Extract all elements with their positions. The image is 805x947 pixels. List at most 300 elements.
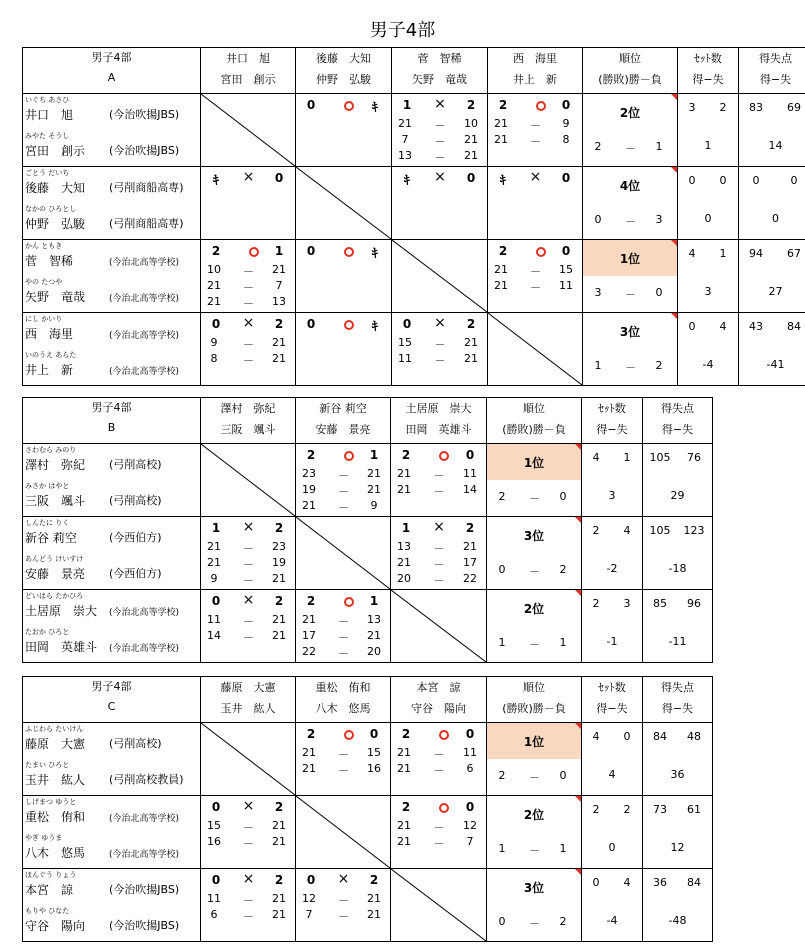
points-against: 84 (787, 320, 801, 333)
sets-for: 2 (592, 597, 600, 610)
column-pair-header (488, 48, 583, 94)
game-score (391, 762, 486, 778)
match-cell (488, 167, 583, 240)
game-points-for: 15 (207, 819, 221, 832)
match-cell (201, 313, 296, 386)
rank-header (583, 48, 678, 94)
game-points-against: 15 (367, 746, 381, 759)
sets-diff: -4 (702, 358, 714, 371)
match-summary (296, 317, 391, 335)
sets-diff: 0 (704, 212, 712, 225)
match-score (488, 94, 582, 166)
sets-lost: 0 (465, 727, 475, 741)
win-loss-dash: － (625, 288, 636, 301)
sets-won: ｷ (212, 173, 219, 187)
points-diff: 27 (768, 285, 783, 298)
sets-lost: 2 (274, 317, 284, 331)
game-points-against: 21 (463, 540, 477, 553)
points-cell (739, 313, 805, 386)
sets-against: 1 (719, 247, 727, 260)
points-diff: 14 (768, 139, 783, 152)
sets-lost: 2 (466, 98, 476, 112)
win-loss (583, 213, 677, 229)
column-player-1: 新谷 莉空 (319, 402, 367, 415)
self-match-cell (391, 590, 487, 663)
loss-mark: × (529, 169, 542, 185)
game-points-against: 21 (464, 133, 478, 146)
match-score (392, 167, 487, 239)
player-pair-cell (23, 167, 201, 240)
game-points-for: 11 (207, 892, 221, 905)
game-dash: － (530, 281, 541, 294)
player-team: (今治北高等学校) (109, 258, 180, 268)
player-pair-cell (23, 313, 201, 386)
match-cell (296, 313, 392, 386)
points-diff: 0 (772, 212, 779, 225)
match-summary (201, 171, 295, 189)
points-against: 0 (790, 174, 798, 187)
game-dash: － (434, 119, 446, 132)
sets-cell (678, 240, 739, 313)
player-team: (弓削商船高専) (109, 217, 184, 230)
game-points-against: 17 (463, 556, 477, 569)
sets-header (582, 398, 643, 444)
losses: 0 (559, 769, 567, 782)
match-score (392, 94, 487, 166)
player-name: 本宮 諒 (25, 883, 74, 897)
game-score (201, 352, 295, 368)
game-score (391, 540, 486, 556)
player-name: 三阪 颯斗 (25, 494, 86, 508)
player-entry (23, 480, 200, 516)
game-dash: － (530, 265, 541, 278)
match-score (296, 313, 391, 385)
player-team: (今治北高等学校) (109, 608, 180, 618)
group-title: 男子4部 (91, 401, 132, 414)
game-dash: － (243, 910, 254, 923)
match-score (201, 590, 295, 662)
comment-marker-icon (575, 796, 581, 802)
header-row (23, 48, 805, 94)
rank-box (583, 240, 677, 312)
player-entry (23, 203, 200, 239)
match-score (201, 796, 295, 868)
win-loss (487, 842, 581, 858)
sets-header-sublabel: 得−失 (692, 73, 724, 86)
comment-marker-icon (671, 240, 677, 246)
column-pair-header (296, 398, 391, 444)
game-points-against: 11 (463, 467, 477, 480)
game-score (391, 556, 486, 572)
game-score (488, 279, 582, 295)
player-name: 後藤 大知 (25, 181, 86, 195)
player-kana: いぐち あさひ (25, 96, 70, 104)
win-circle-icon (344, 101, 354, 111)
column-player-2: 三阪 颯斗 (220, 423, 276, 436)
rank-header-sublabel: (勝敗)勝－負 (502, 702, 566, 715)
game-points-for: 8 (210, 352, 218, 365)
game-dash: － (338, 631, 349, 644)
game-points-against: 11 (463, 746, 477, 759)
rank-box (487, 444, 581, 516)
game-dash: － (338, 764, 349, 777)
sets-diff: 3 (704, 285, 712, 298)
player-name: 菅 智稀 (25, 254, 74, 268)
game-points-for: 21 (207, 556, 221, 569)
sets-for: 2 (592, 803, 600, 816)
group-letter: A (107, 71, 116, 84)
game-points-for: 15 (398, 336, 412, 349)
game-dash: － (338, 469, 349, 482)
game-score (392, 133, 487, 149)
player-kana: しげまつ ゆうと (25, 798, 77, 806)
losses: 1 (655, 140, 663, 153)
win-loss (487, 915, 581, 931)
sets-lost: 0 (369, 727, 379, 741)
match-cell (391, 517, 487, 590)
match-summary (488, 98, 582, 116)
points-for: 84 (653, 730, 667, 743)
rank-place: 4位 (619, 179, 641, 193)
game-points-against: 6 (466, 762, 474, 775)
player-kana: どいはら たかひろ (25, 592, 84, 600)
points-against: 96 (687, 597, 701, 610)
game-score (296, 892, 390, 908)
player-row (23, 517, 713, 590)
match-score (296, 869, 390, 941)
match-cell (201, 796, 296, 869)
sets-header-label: ｾｯﾄ数 (598, 681, 626, 694)
sets-lost: 0 (274, 171, 284, 185)
losses: 1 (559, 636, 567, 649)
game-points-for: 21 (207, 295, 221, 308)
sets-won: 2 (401, 800, 411, 814)
game-dash: － (243, 297, 254, 310)
sets-diff: 0 (608, 841, 616, 854)
sets-won: ｷ (403, 173, 410, 187)
game-points-for: 21 (302, 613, 316, 626)
player-name: 仲野 弘駿 (25, 217, 86, 231)
game-points-against: 21 (272, 613, 286, 626)
sets-for: 2 (592, 524, 600, 537)
player-pair-cell (23, 723, 201, 796)
player-pair-cell (23, 796, 201, 869)
sets-against: 1 (623, 451, 631, 464)
sets-against: 0 (623, 730, 631, 743)
losses: 0 (559, 490, 567, 503)
player-kana: しんたに りく (25, 519, 70, 527)
player-row (23, 444, 713, 517)
sets-header (582, 677, 643, 723)
player-entry (23, 626, 200, 662)
column-player-1: 西 海里 (513, 52, 557, 65)
match-summary (296, 873, 390, 891)
player-pair-cell (23, 240, 201, 313)
game-dash: － (433, 748, 445, 761)
losses: 2 (559, 563, 567, 576)
points-header (739, 48, 805, 94)
column-pair-header (296, 48, 392, 94)
game-points-for: 21 (494, 133, 508, 146)
win-circle-icon (344, 320, 354, 330)
player-kana: ふじわら たいけん (25, 725, 84, 733)
match-score (296, 444, 390, 516)
game-dash: － (243, 265, 254, 278)
rank-header (487, 398, 582, 444)
player-name: 井上 新 (25, 363, 74, 377)
sets-won: 2 (401, 727, 411, 741)
points-for: 43 (749, 320, 763, 333)
match-score (201, 517, 295, 589)
match-cell (201, 517, 296, 590)
game-points-for: 13 (397, 540, 411, 553)
points-diff: -11 (668, 635, 687, 648)
game-score (201, 556, 295, 572)
match-cell (201, 590, 296, 663)
points-cell (643, 723, 713, 796)
game-points-for: 21 (302, 762, 316, 775)
match-summary (296, 594, 390, 612)
win-loss-dash: － (625, 215, 636, 228)
self-match-cell (296, 796, 391, 869)
player-row (23, 590, 713, 663)
loss-mark: × (242, 519, 255, 535)
player-row (23, 723, 713, 796)
comment-marker-icon (575, 444, 581, 450)
points-cell (739, 240, 805, 313)
sets-diff: 4 (608, 768, 616, 781)
game-score (391, 746, 486, 762)
rank-box (487, 869, 581, 941)
player-row (23, 796, 713, 869)
points-for: 105 (649, 451, 671, 464)
self-match-cell (392, 240, 488, 313)
game-score (296, 908, 390, 924)
sets-against: 4 (623, 876, 631, 889)
points-diff: 36 (670, 768, 685, 781)
game-dash: － (338, 647, 349, 660)
win-loss (583, 286, 677, 302)
win-circle-icon (439, 730, 449, 740)
game-score (391, 467, 486, 483)
wins: 1 (498, 842, 506, 855)
match-cell (296, 869, 391, 942)
match-score (201, 167, 295, 239)
game-points-against: 22 (463, 572, 477, 585)
group-table-A (22, 47, 805, 386)
column-pair-header (296, 677, 391, 723)
losses: 2 (655, 359, 663, 372)
game-points-against: 21 (272, 572, 286, 585)
game-score (201, 908, 295, 924)
match-cell (296, 590, 391, 663)
column-player-1: 土居原 崇大 (405, 402, 472, 415)
points-header (643, 677, 713, 723)
sets-cell (582, 517, 643, 590)
sets-against: 4 (623, 524, 631, 537)
column-player-1: 重松 侑和 (315, 681, 371, 694)
game-points-for: 11 (207, 613, 221, 626)
game-points-against: 19 (272, 556, 286, 569)
column-pair-header (201, 398, 296, 444)
rank-cell (487, 590, 582, 663)
match-score (201, 313, 295, 385)
diagonal-line (201, 723, 295, 795)
column-player-2: 玉井 紘人 (220, 702, 276, 715)
player-kana: たおか ひろと (25, 628, 70, 636)
sets-against: 0 (719, 174, 727, 187)
losses: 0 (655, 286, 663, 299)
match-summary (296, 244, 391, 262)
match-cell (391, 796, 487, 869)
self-match-cell (296, 517, 391, 590)
match-summary (296, 448, 390, 466)
win-circle-icon (344, 247, 354, 257)
game-dash: － (433, 764, 445, 777)
win-loss (487, 636, 581, 652)
sets-won: 1 (401, 521, 411, 535)
match-score (391, 796, 486, 868)
diagonal-line (391, 869, 486, 941)
match-cell (296, 444, 391, 517)
game-points-for: 14 (207, 629, 221, 642)
player-name: 新谷 莉空 (25, 531, 77, 545)
game-points-against: 13 (367, 613, 381, 626)
win-loss (583, 140, 677, 156)
points-cell (643, 517, 713, 590)
points-for: 94 (749, 247, 763, 260)
sets-won: 2 (498, 98, 508, 112)
rank-cell (487, 723, 582, 796)
match-summary (391, 448, 486, 466)
points-for: 105 (649, 524, 671, 537)
player-entry (23, 796, 200, 832)
match-summary (391, 800, 486, 818)
self-match-cell (201, 723, 296, 796)
win-circle-icon (344, 730, 354, 740)
player-name: 重松 侑和 (25, 810, 86, 824)
column-pair-header (391, 398, 487, 444)
comment-marker-icon (575, 517, 581, 523)
sets-won: 0 (306, 244, 316, 258)
column-player-1: 藤原 大憲 (220, 681, 276, 694)
game-dash: － (530, 119, 541, 132)
player-team: (今治北高等学校) (109, 850, 180, 860)
match-cell (392, 94, 488, 167)
game-points-against: 21 (367, 483, 381, 496)
diagonal-line (201, 94, 295, 166)
game-dash: － (433, 542, 445, 555)
wins: 1 (594, 359, 602, 372)
wins: 0 (594, 213, 602, 226)
game-dash: － (434, 135, 446, 148)
match-summary (392, 317, 487, 335)
self-match-cell (488, 313, 583, 386)
sets-lost: 0 (465, 448, 475, 462)
win-loss-dash: － (529, 492, 540, 505)
rank-place: 3位 (523, 529, 545, 543)
game-points-against: 21 (367, 892, 381, 905)
group-header (23, 677, 201, 723)
game-points-for: 9 (210, 572, 218, 585)
sets-cell (582, 444, 643, 517)
points-diff: 12 (670, 841, 685, 854)
sets-won: 2 (211, 244, 221, 258)
win-circle-icon (439, 803, 449, 813)
player-name: 玉井 紘人 (25, 773, 86, 787)
win-circle-icon (439, 451, 449, 461)
game-points-for: 7 (305, 908, 313, 921)
sets-for: 4 (592, 451, 600, 464)
game-points-against: 11 (559, 279, 573, 292)
match-score (296, 723, 390, 795)
player-team: (弓削商船高専) (109, 181, 184, 194)
sets-won: 0 (211, 317, 221, 331)
sets-lost: ｷ (371, 319, 378, 333)
points-against: 84 (687, 876, 701, 889)
sets-won: 0 (402, 317, 412, 331)
player-kana: ほんぐう りょう (25, 871, 77, 879)
column-player-1: 井口 旭 (226, 52, 270, 65)
game-score (296, 613, 390, 629)
group-letter: B (107, 421, 116, 434)
game-points-for: 21 (397, 746, 411, 759)
rank-box (487, 796, 581, 868)
game-points-against: 21 (367, 467, 381, 480)
match-score (391, 444, 486, 516)
sets-lost: 0 (465, 800, 475, 814)
group-table-C (22, 676, 713, 942)
player-name: 澤村 弥紀 (25, 458, 86, 472)
sets-against: 3 (623, 597, 631, 610)
player-team: (今治北高等学校) (109, 294, 180, 304)
player-kana: やの たつや (25, 278, 63, 286)
sets-lost: 0 (561, 244, 571, 258)
rank-box (583, 94, 677, 166)
points-header-sublabel: 得−失 (661, 423, 694, 436)
points-against: 76 (687, 451, 701, 464)
rank-place: 3位 (523, 881, 545, 895)
game-dash: － (530, 135, 541, 148)
game-points-for: 21 (494, 117, 508, 130)
game-score (392, 117, 487, 133)
game-points-against: 9 (370, 499, 378, 512)
player-pair-cell (23, 94, 201, 167)
sets-header-label: ｾｯﾄ数 (598, 402, 626, 415)
player-name: 土居原 崇大 (25, 604, 98, 618)
points-against: 123 (683, 524, 705, 537)
rank-header-sublabel: (勝敗)勝－負 (598, 73, 662, 86)
wins: 0 (498, 915, 506, 928)
player-team: (弓削高校) (109, 737, 162, 750)
player-pair-cell (23, 590, 201, 663)
self-match-cell (201, 444, 296, 517)
rank-cell (487, 796, 582, 869)
group-header (23, 398, 201, 444)
rank-box (487, 590, 581, 662)
rank-place: 1位 (523, 735, 545, 749)
rank-place: 2位 (523, 808, 545, 822)
rank-place: 2位 (619, 106, 641, 120)
rank-cell (583, 313, 678, 386)
sets-won: 0 (306, 873, 316, 887)
game-points-for: 21 (302, 499, 316, 512)
column-player-1: 菅 智稀 (417, 52, 462, 65)
game-dash: － (243, 574, 254, 587)
match-cell (392, 313, 488, 386)
game-score (488, 133, 582, 149)
sets-for: 0 (688, 174, 696, 187)
